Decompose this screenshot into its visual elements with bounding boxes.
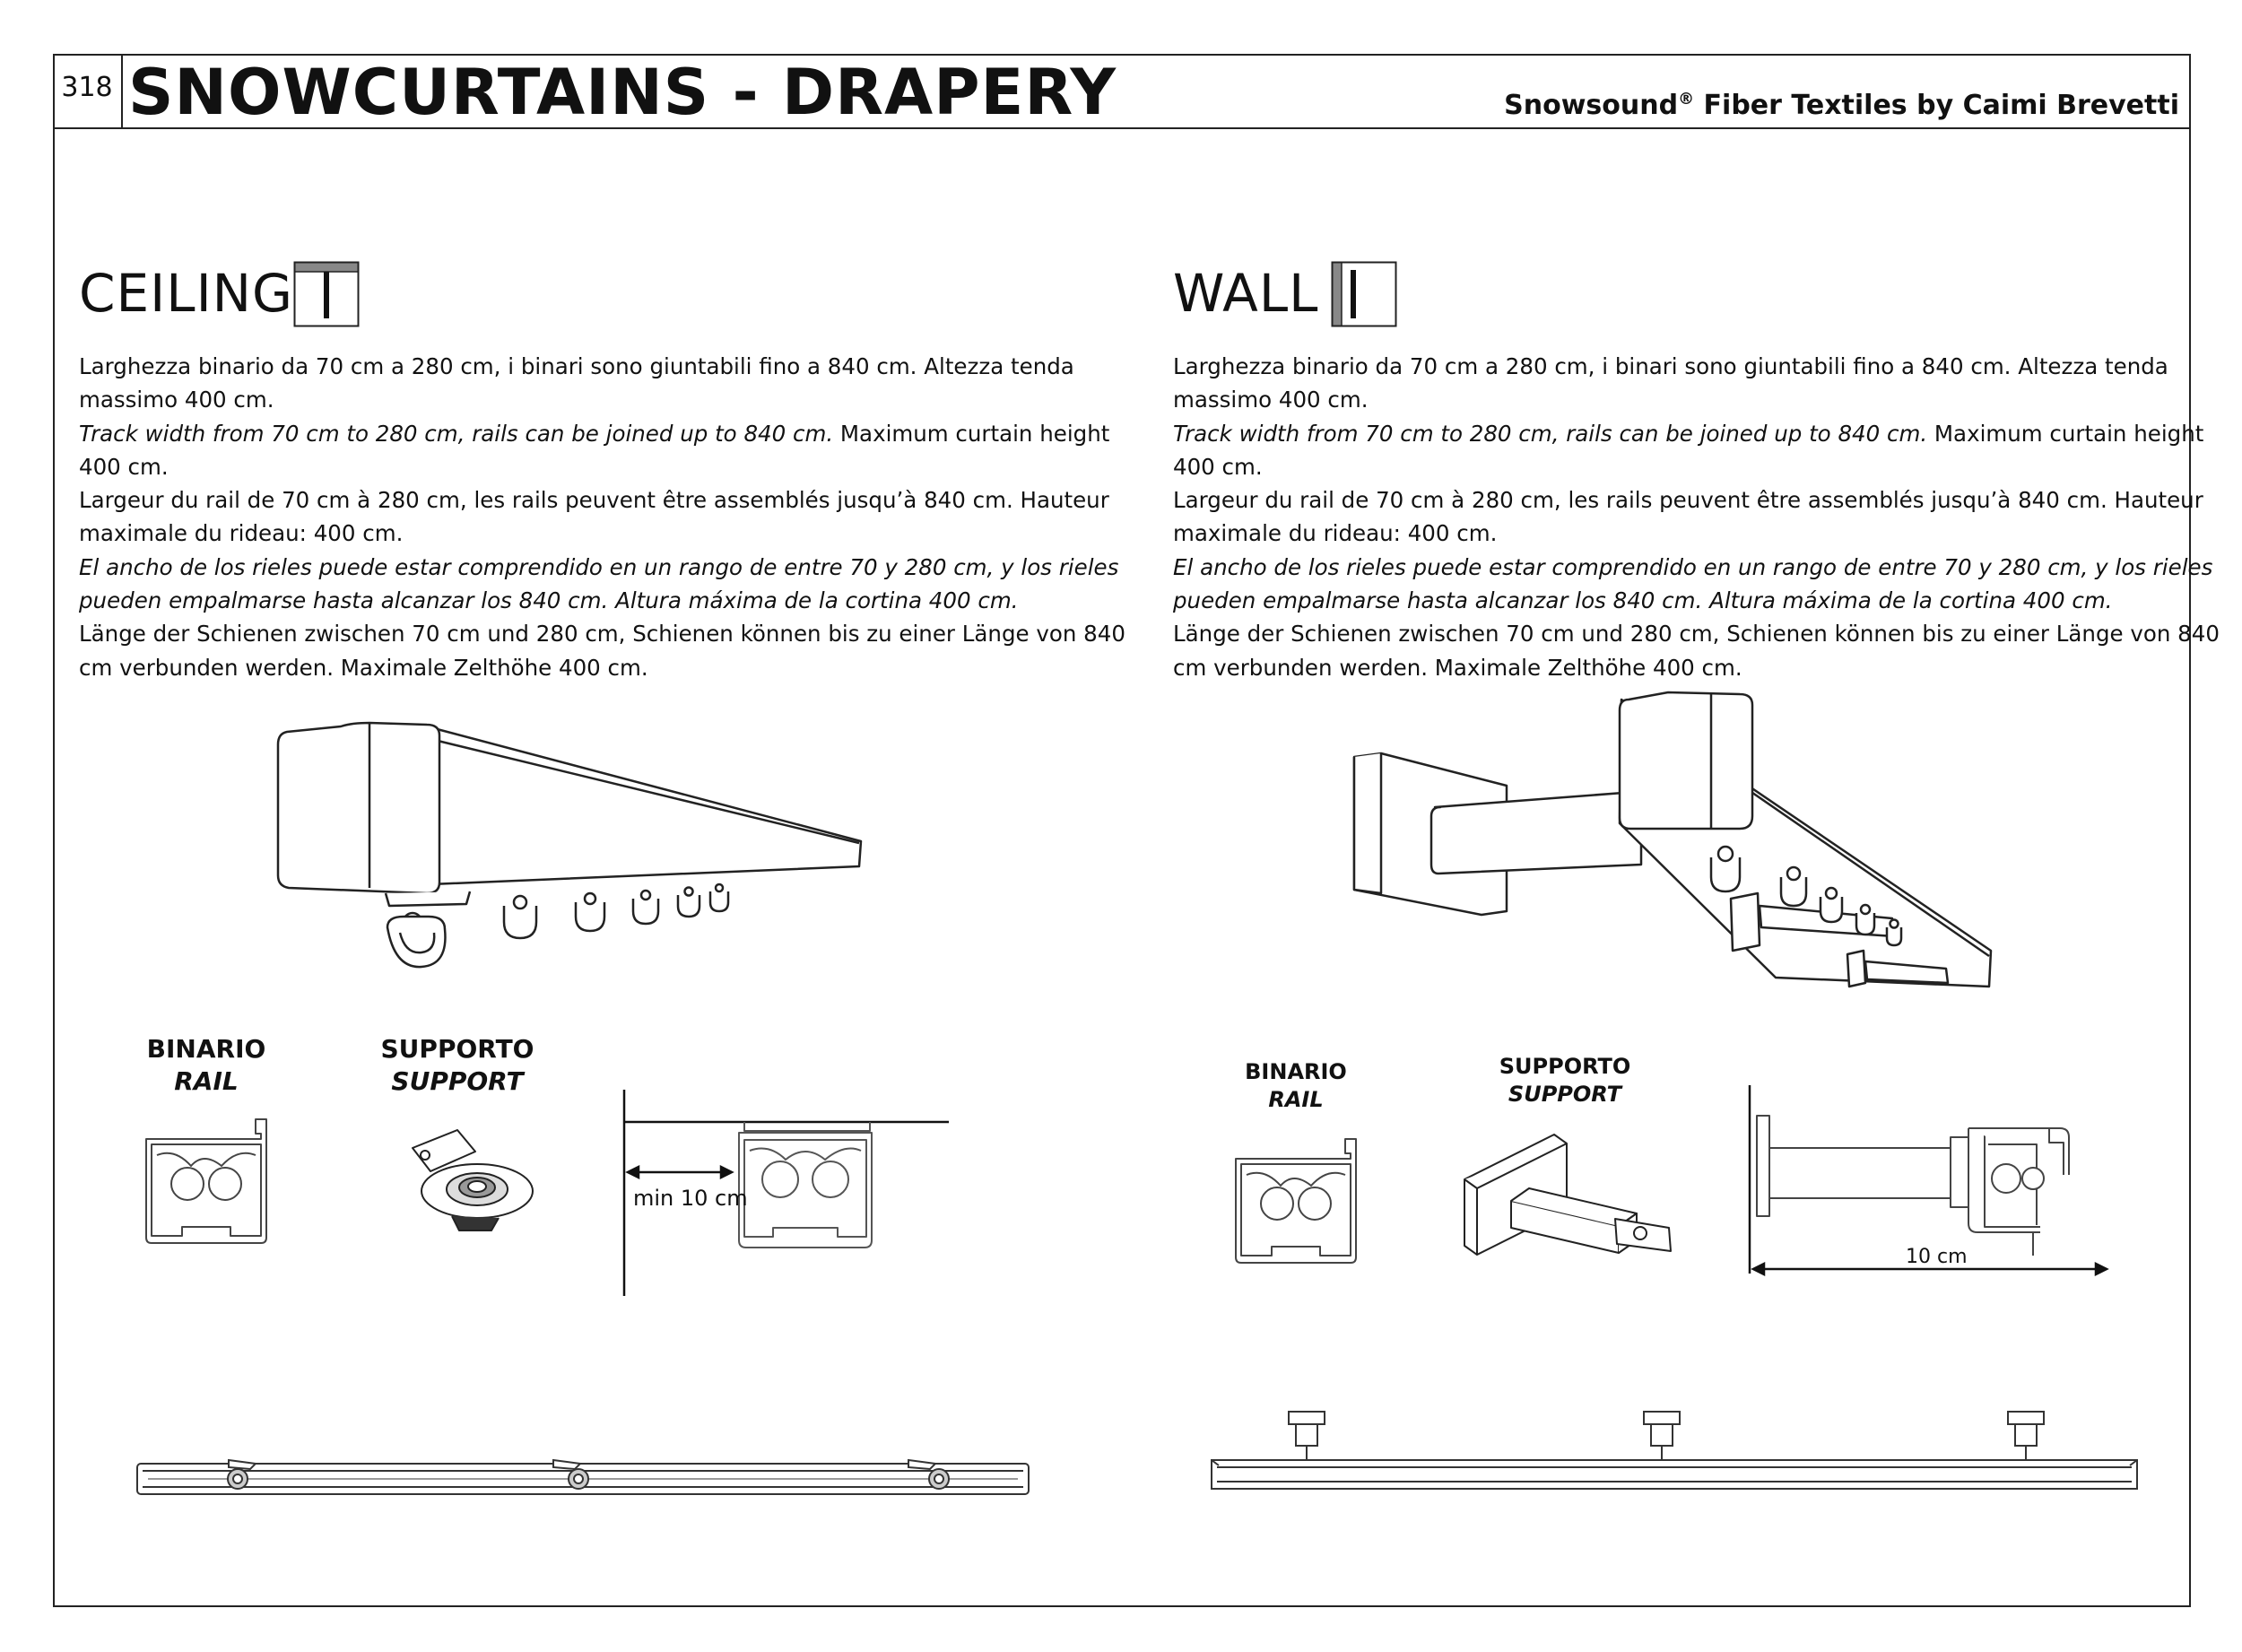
- brand-line: [1504, 90, 2179, 121]
- wall-support-bracket: [1457, 1126, 1682, 1278]
- wall-dimension-drawing: [1744, 1085, 2157, 1291]
- desc-english-rest: Maximum curtain height 400 cm.: [79, 420, 1110, 480]
- support-label-en: SUPPORT: [1508, 1082, 1622, 1108]
- desc-french: Largeur du rail de 70 cm à 280 cm, les rails peuvent être assemblés jusqu’à 840 cm. Hauteur maximale du rideau: 400 cm.: [1173, 487, 2203, 547]
- desc-spanish: El ancho de los rieles puede estar comprendido en un rango de entre 70 y 280 cm, y los rieles pueden empalmarse hasta alcanzar los 840 cm. Altura máxima de la cortina 400 cm.: [1173, 553, 2213, 614]
- desc-english-italic: Track width from 70 cm to 280 cm, rails can be joined up to 840 cm.: [79, 420, 834, 447]
- support-label-it: SUPPORTO: [380, 1034, 534, 1064]
- brand-tagline: Fiber Textiles by Caimi Brevetti: [1694, 90, 2179, 121]
- wall-track-illustration: [1345, 682, 2027, 996]
- desc-english-rest: Maximum curtain height 400 cm.: [1173, 420, 2204, 480]
- rail-label-en: RAIL: [1268, 1087, 1324, 1113]
- desc-english: [79, 417, 1128, 484]
- desc-english-italic: Track width from 70 cm to 280 cm, rails can be joined up to 840 cm.: [1173, 420, 1928, 447]
- rail-label-en: RAIL: [174, 1066, 239, 1097]
- ceiling-rail-top-view: [130, 1453, 1036, 1507]
- wall-mount-icon: [1331, 261, 1397, 327]
- desc-italian: Larghezza binario da 70 cm a 280 cm, i binari sono giuntabili fino a 840 cm. Altezza tenda massimo 400 cm.: [1173, 353, 2168, 413]
- desc-spanish: El ancho de los rieles puede estar comprendido en un rango de entre 70 y 280 cm, y los rieles pueden empalmarse hasta alcanzar los 840 cm. Altura máxima de la cortina 400 cm.: [79, 553, 1119, 614]
- support-label-it: SUPPORTO: [1499, 1054, 1631, 1079]
- ceiling-dimension-label: min 10 cm: [633, 1186, 748, 1211]
- rail-label-it: BINARIO: [146, 1034, 266, 1064]
- ceiling-rail-label: [135, 1033, 278, 1099]
- desc-german: Länge der Schienen zwischen 70 cm und 280 cm, Schienen können bis zu einer Länge von 840 cm verbunden werden. Maximale Zelthöhe 400 cm.: [1173, 621, 2220, 681]
- ceiling-heading: CEILING: [79, 263, 293, 324]
- wall-description: [1173, 350, 2222, 684]
- desc-italian: Larghezza binario da 70 cm a 280 cm, i binari sono giuntabili fino a 840 cm. Altezza tenda massimo 400 cm.: [79, 353, 1074, 413]
- wall-rail-top-view: [1206, 1408, 2143, 1507]
- desc-english: [1173, 417, 2222, 484]
- ceiling-description: [79, 350, 1128, 684]
- wall-heading: WALL: [1173, 263, 1319, 324]
- page-title: SNOWCURTAINS - DRAPERY: [128, 56, 1117, 129]
- ceiling-mount-icon: [293, 261, 360, 327]
- wall-dimension-label: 10 cm: [1906, 1246, 1968, 1268]
- wall-rail-label: [1233, 1058, 1359, 1114]
- ceiling-support-bracket: [395, 1112, 556, 1247]
- support-label-en: SUPPORT: [391, 1066, 524, 1097]
- page-number: 318: [61, 72, 113, 103]
- wall-rail-profile: [1229, 1132, 1363, 1266]
- brand-name: Snowsound: [1504, 90, 1679, 121]
- ceiling-dimension-drawing: [619, 1090, 960, 1305]
- desc-french: Largeur du rail de 70 cm à 280 cm, les rails peuvent être assemblés jusqu’à 840 cm. Hauteur maximale du rideau: 400 cm.: [79, 487, 1109, 547]
- rail-label-it: BINARIO: [1245, 1059, 1347, 1084]
- ceiling-rail-profile: [139, 1112, 274, 1247]
- wall-support-label: [1489, 1053, 1641, 1109]
- ceiling-support-label: [377, 1033, 538, 1099]
- ceiling-track-illustration: [269, 717, 879, 987]
- desc-german: Länge der Schienen zwischen 70 cm und 280 cm, Schienen können bis zu einer Länge von 840 cm verbunden werden. Maximale Zelthöhe 400 cm.: [79, 621, 1125, 681]
- page-number-divider: [121, 54, 123, 128]
- registered-mark: ®: [1678, 90, 1695, 109]
